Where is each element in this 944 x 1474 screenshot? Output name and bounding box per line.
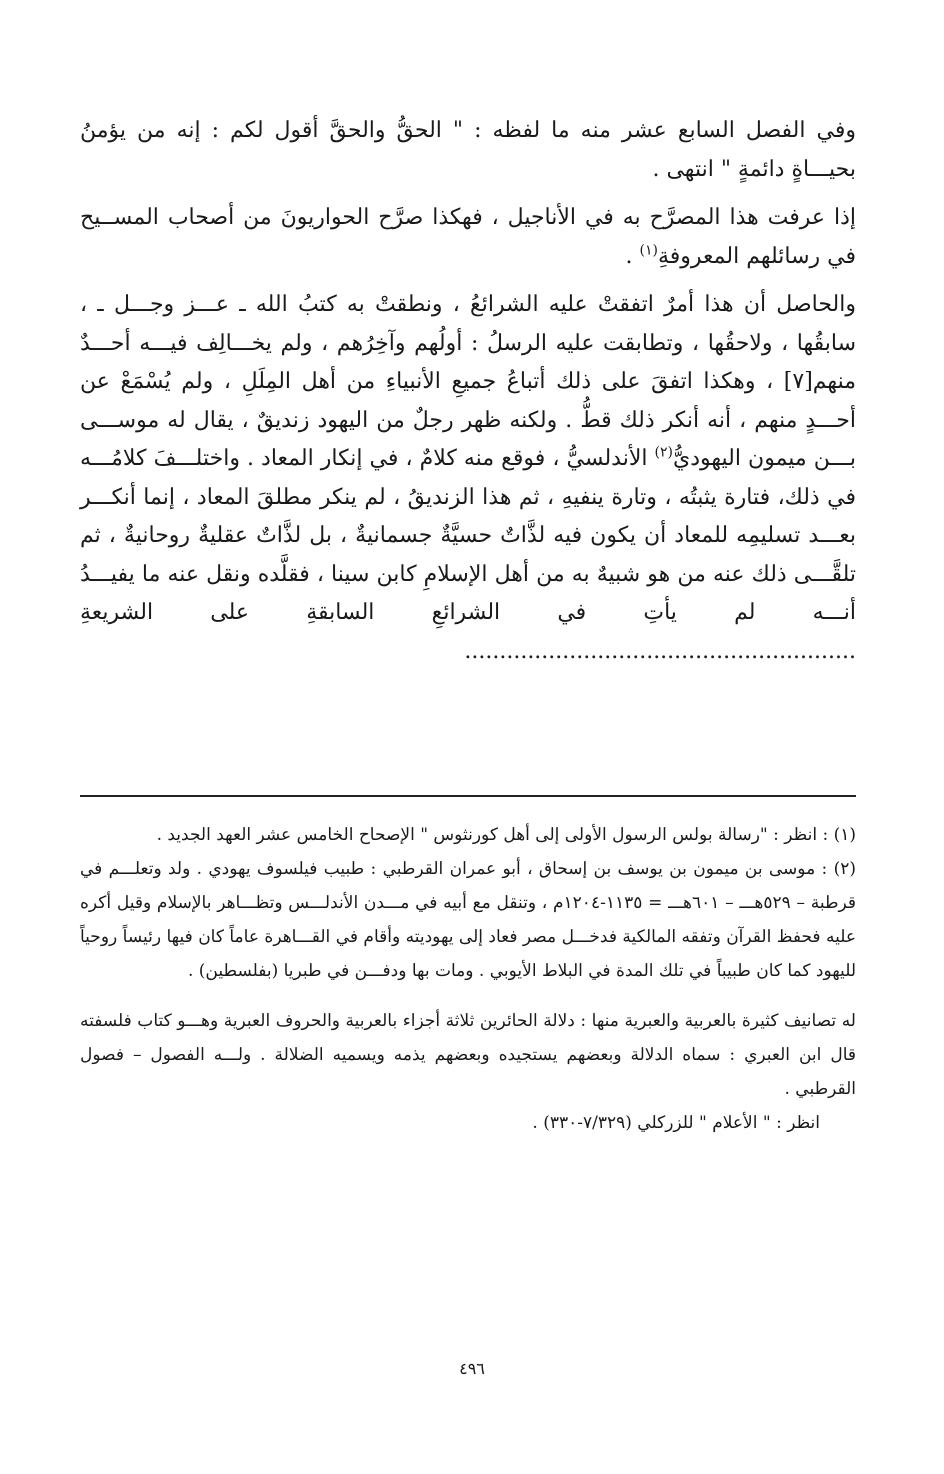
footnote-divider [80,795,856,797]
footnote-1: (١) : انظر : "رسالة بولس الرسول الأولى إلى أهل كورنثوس " الإصحاح الخامس عشر العهد الجديد . [156,825,856,845]
footnotes-section [80,818,856,1140]
paragraph-2-text: إذا عرفت هذا المصرَّح به في الأناجيل ، فهكذا صرَّح الحواريونَ من أصحاب المســيح في رسائلهم المعروفةِ [80,205,856,269]
page-number: ٤٩٦ [459,1359,485,1378]
footnote-2: (٢) : موسى بن ميمون بن يوسف بن إسحاق ، أبو عمران القرطبي : طبيب فيلسوف يهودي . ولد وتعلـــم في قرطبة – ٥٢٩هـــ – ٦٠١هـــ = ١١٣٥-١٢٠٤م ، وتنقل مع أبيه في مـــدن الأندلـــس وتظـــاهر بالإسلام وقيل أكره عليه فحفظ القرآن وتفقه المالكية فدخـــل مصر فعاد إلى يهوديته وأقام في القـــاهرة عاماً كان فيها رئيساً روحياً لليهود كما كان طبيباً في تلك المدة في البلاط الأيوبي . ومات بها ودفـــن في طبريا (بفلسطين) . [80,859,856,981]
continuation-dots: ........................................................ [464,638,856,664]
footnote-2-continuation: له تصانيف كثيرة بالعربية والعبرية منها : دلالة الحائرين ثلاثة أجزاء بالعربية والحروف العبرية وهـــو كتاب فلسفته قال ابن العبري : سماه الدلالة وبعضهم يستجيده وبعضهم يذمه ويسميه الضلالة . ولـــه الفصول – فصول القرطبي . [80,1011,856,1099]
paragraph-3-text-a: والحاصل أن هذا أمرٌ اتفقتْ عليه الشرائعُ ، ونطقتْ به كتبُ الله ـ عـــز وجـــل ـ ، سابقُها ، ولاحقُها ، وتطابقت عليه الرسلُ : أولُهم وآخِرُهم ، ولم يخـــالِف فيـــه أحـــدٌ منهم[٧] ، وهكذا اتفقَ على ذلك أتباعُ جميعِ الأنبياءِ من أهل المِلَلِ ، ولم يُسْمَعْ عن أحـــدٍ منهم ، أنه أنكر ذلك قطُّ . ولكنه ظهر رجلٌ من اليهود زنديقٌ ، يقال له موســـى بـــن ميمون اليهوديُّ [80,292,856,471]
footnote-ref-1[interactable]: (١) [639,242,658,259]
footnote-ref-2[interactable]: (٢) [654,444,674,461]
paragraph-3-text-b: الأندلسيُّ ، فوقع منه كلامٌ ، في إنكار المعاد . واختلـــفَ كلامُـــه في ذلك، فتارة يثبتُه ، وتارة ينفيهِ ، ثم هذا الزنديقُ ، لم ينكر مطلقَ المعاد ، إنما أنكـــر بعـــد تسليمِه للمعاد أن يكون فيه لذَّاتٌ حسيَّةٌ جسمانيةٌ ، بل لذَّاتٌ عقليةٌ روحانيةٌ ، ثم تلقَّـــى ذلك عنه من هو شبيهٌ به من أهل الإسلامِ كابن سينا ، فقلَّده ونقل عنه ما يفيـــدُ أنـــه لم يأتِ في الشرائعِ السابقةِ على الشريعةِ [80,446,856,625]
footnote-2-source: انظر : " الأعلام " للزركلي (٧/٣٢٩-٣٣٠) . [532,1113,820,1133]
paragraph-1-text: وفي الفصل السابع عشر منه ما لفظه : " الحقُّ والحقَّ أقول لكم : إنه من يؤمنُ بحيـــاةٍ دائمةٍ " انتهى . [80,118,856,182]
paragraph-1 [80,112,856,189]
paragraph-3 [80,286,856,671]
main-text-body [80,112,856,681]
paragraph-2 [80,199,856,276]
paragraph-2-end: . [625,243,640,269]
